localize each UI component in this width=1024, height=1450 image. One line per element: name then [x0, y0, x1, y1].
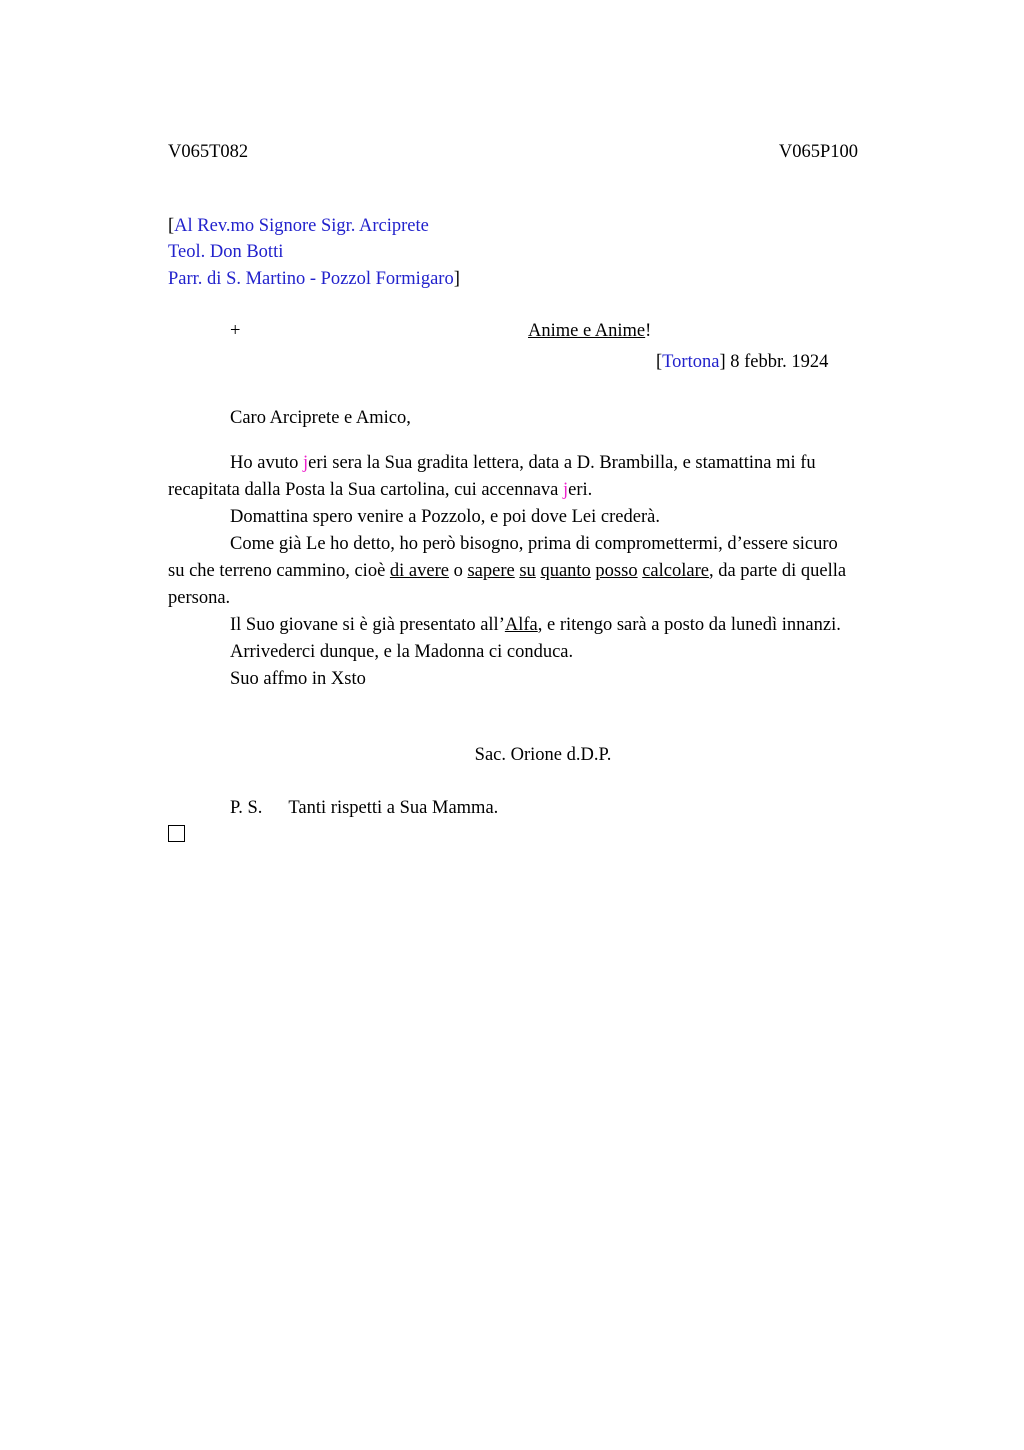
p3-part-a: Come già Le ho detto, ho però bisogno, prima di compromettermi, d’essere sicuro su che terreno cammino, cioè: [168, 534, 838, 582]
place-bracket-open: [: [656, 351, 663, 372]
p1-part-c: eri.: [568, 480, 593, 501]
date-text: 8 febbr. 1924: [725, 351, 829, 372]
p3-underline-5: posso: [595, 561, 638, 582]
addressee-line-3: [168, 266, 858, 292]
place-name: Tortona: [662, 351, 720, 372]
p4-part-a: Il Suo giovane si è già presentato all’: [230, 615, 505, 636]
paragraph-2: Domattina spero venire a Pozzolo, e poi dove Lei crederà.: [230, 507, 660, 528]
motto-punct: !: [645, 320, 652, 341]
signature: Sac. Orione d.D.P.: [474, 745, 612, 766]
invocation-row: [168, 318, 858, 345]
addressee-line-1: [168, 213, 858, 239]
addressee-parish: Parr. di S. Martino - Pozzol Formigaro: [168, 268, 454, 289]
letter-body: [168, 140, 858, 842]
paragraph-5: Arrivederci dunque, e la Madonna ci conduca.: [230, 642, 574, 663]
addressee-line-2: Teol. Don Botti: [168, 242, 284, 263]
paragraph-6: Suo affmo in Xsto: [230, 669, 366, 690]
postscript-label: P. S.: [230, 798, 263, 819]
bracket-open: [: [168, 215, 175, 236]
page-header: [168, 140, 858, 165]
motto-block: [528, 318, 858, 345]
postscript-text: Tanti rispetti a Sua Mamma.: [288, 798, 499, 819]
p4-part-b: , e ritengo sarà a posto da lunedì innanzi.: [537, 615, 841, 636]
cross-symbol: +: [230, 320, 241, 341]
p3-underline-1: di avere: [389, 561, 449, 582]
p3-underline-3: su: [519, 561, 536, 582]
place-bracket-close: ]: [719, 351, 726, 372]
bracket-close: ]: [453, 268, 460, 289]
postscript: [168, 798, 858, 819]
p1-j-1: j: [302, 453, 309, 474]
paragraph-1: [168, 450, 858, 504]
greeting: Caro Arciprete e Amico,: [230, 408, 411, 429]
paragraph-3: [168, 531, 858, 612]
header-right-code: V065P100: [778, 142, 858, 162]
header-left-code: V065T082: [168, 142, 249, 162]
p3-part-b: o: [448, 561, 468, 582]
addressee-name: Al Rev.mo Signore Sigr. Arciprete: [174, 215, 429, 236]
dateline: [168, 349, 858, 376]
p1-j-2: j: [563, 480, 569, 501]
p4-underline-alfa: Alfa: [504, 615, 538, 636]
p3-underline-2: sapere: [467, 561, 515, 582]
p1-part-b: eri sera la Sua gradita lettera, data a D. Brambilla, e stamattina mi fu recapitata dalla Posta la Sua cartolina, cui accennava: [168, 453, 816, 501]
p3-part-g: , da parte di quella persona.: [168, 561, 847, 609]
motto-text: Anime e Anime: [528, 320, 646, 341]
p1-part-a: Ho avuto: [230, 453, 303, 474]
p3-underline-6: calcolare: [642, 561, 709, 582]
end-marker-box: [168, 825, 185, 842]
paragraph-4: [168, 612, 858, 639]
addressee-block: [168, 213, 858, 292]
p3-underline-4: quanto: [540, 561, 591, 582]
